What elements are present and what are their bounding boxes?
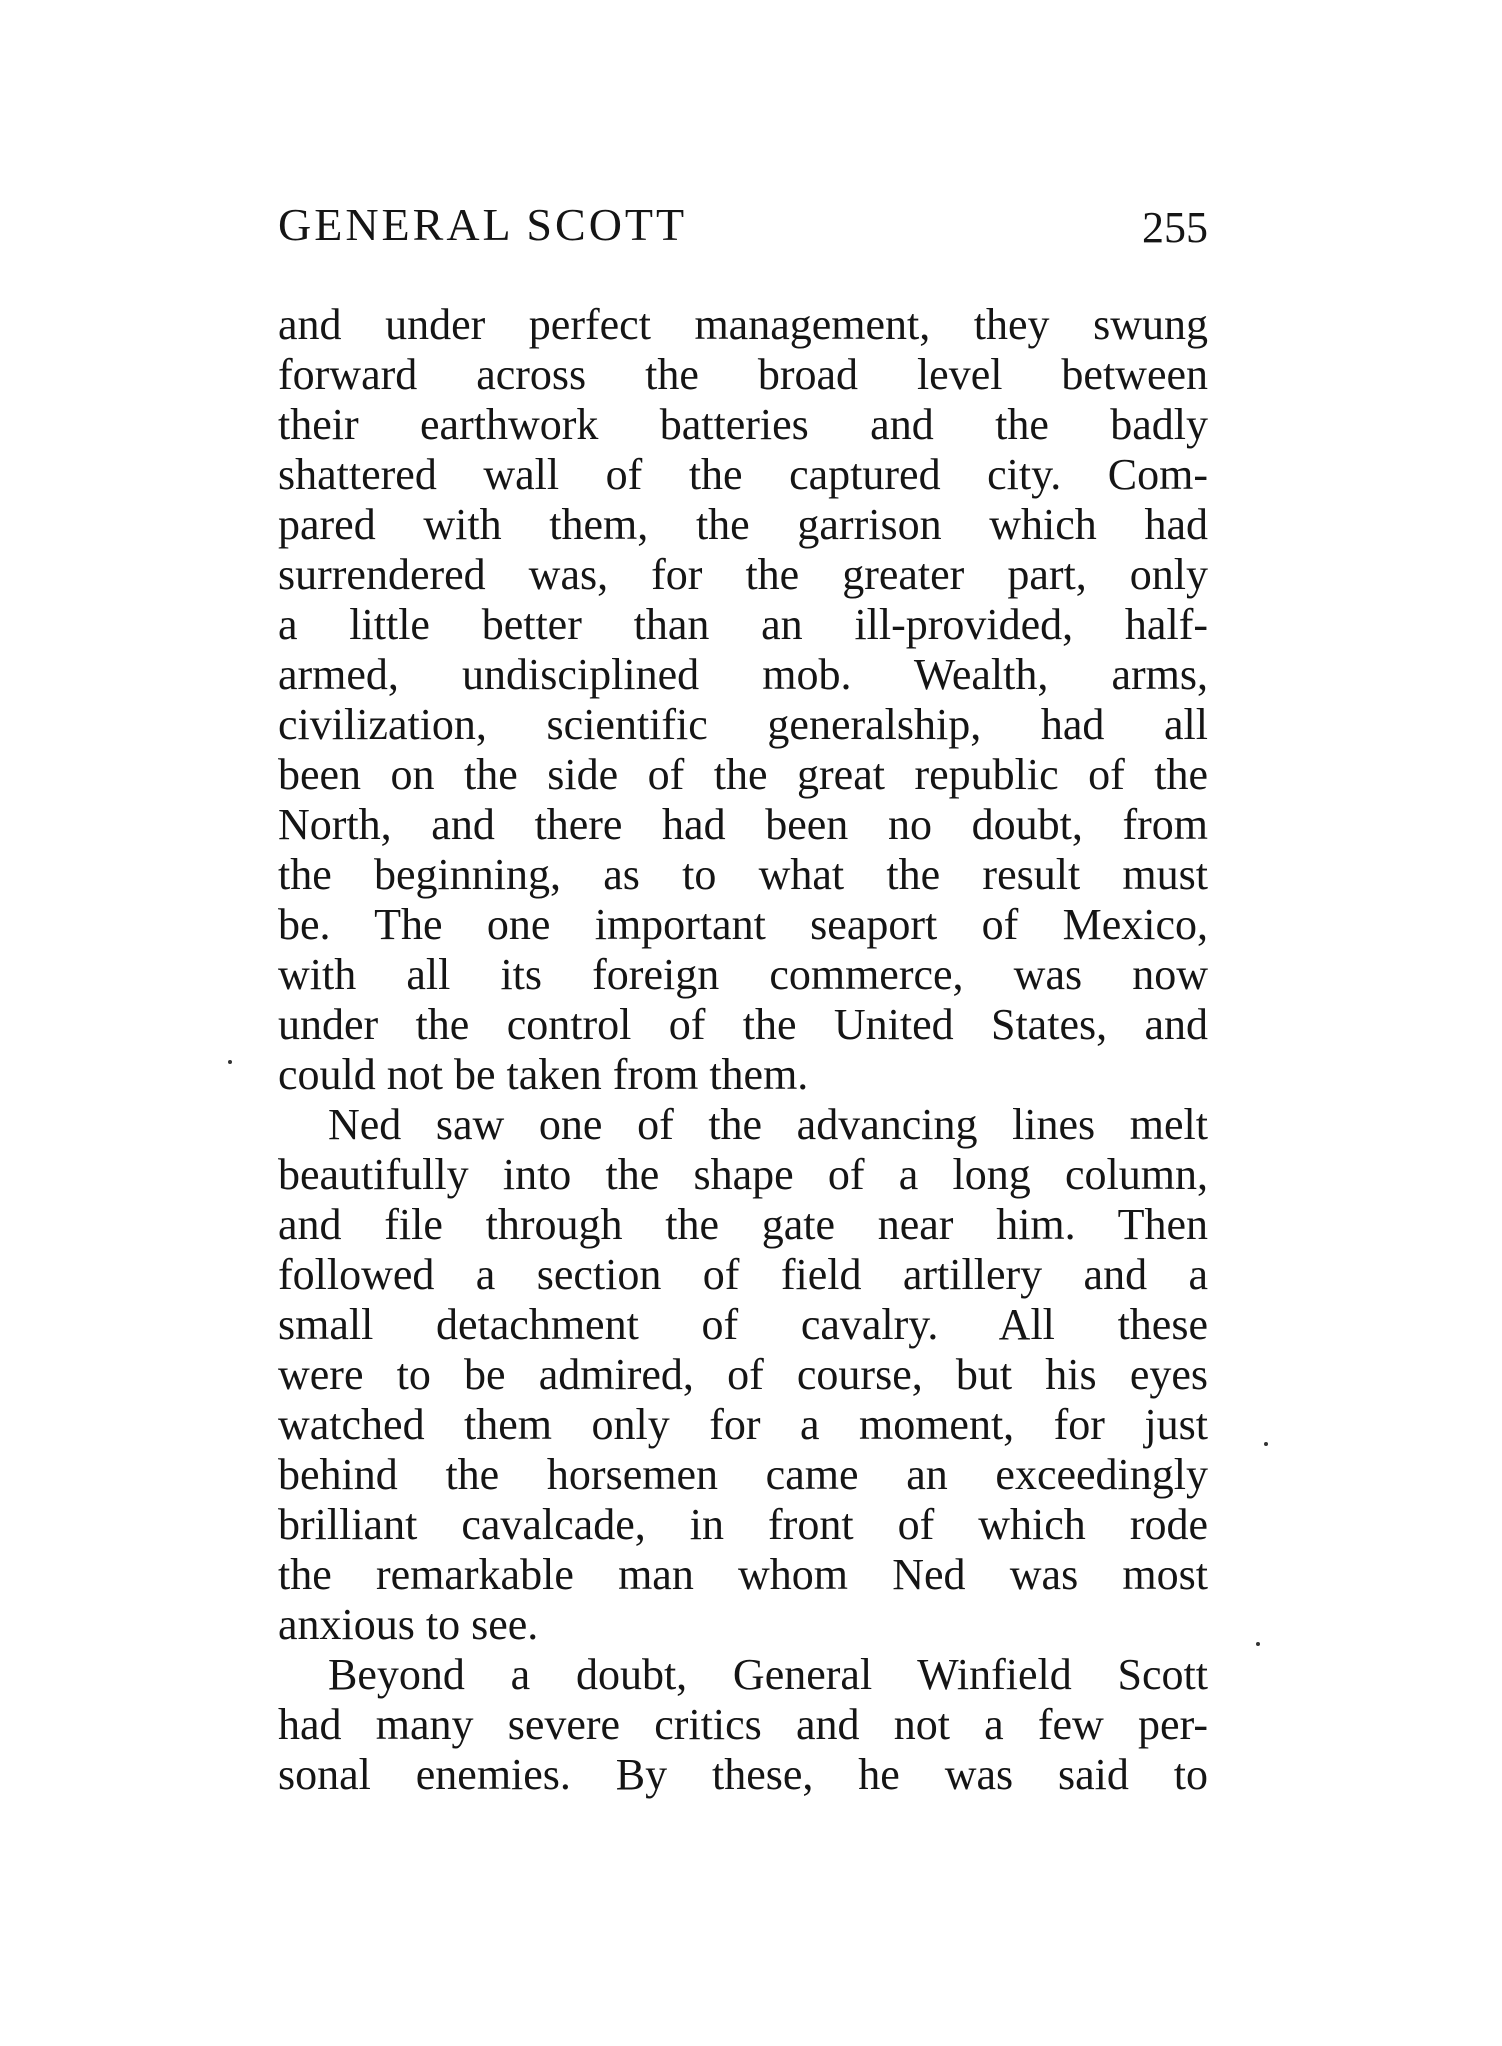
text-line: anxious to see. — [278, 1600, 539, 1649]
text-line: had many severe critics and not a few per- — [278, 1700, 1208, 1749]
text-line: a little better than an ill-provided, half- — [278, 600, 1208, 649]
running-title: GENERAL SCOTT — [278, 199, 688, 250]
text-line: North, and there had been no doubt, from — [278, 800, 1208, 849]
text-line: forward across the broad level between — [278, 350, 1208, 399]
running-head — [278, 198, 1208, 258]
text-line: be. The one important seaport of Mexico, — [278, 900, 1208, 949]
paragraph-first-line: Beyond a doubt, General Winfield Scott — [328, 1650, 1208, 1699]
text-line: behind the horsemen came an exceedingly — [278, 1450, 1208, 1499]
text-line: the remarkable man whom Ned was most — [278, 1550, 1208, 1599]
text-line: pared with them, the garrison which had — [278, 500, 1208, 549]
text-line: civilization, scientific generalship, had all — [278, 700, 1208, 749]
text-line: beautifully into the shape of a long column, — [278, 1150, 1208, 1199]
text-line: shattered wall of the captured city. Com- — [278, 450, 1208, 499]
text-line: watched them only for a moment, for just — [278, 1400, 1208, 1449]
print-speck — [1264, 1442, 1268, 1446]
text-line: brilliant cavalcade, in front of which rode — [278, 1500, 1208, 1549]
text-line: with all its foreign commerce, was now — [278, 950, 1208, 999]
text-line: sonal enemies. By these, he was said to — [278, 1750, 1208, 1799]
text-line: were to be admired, of course, but his eyes — [278, 1350, 1208, 1399]
text-line: and file through the gate near him. Then — [278, 1200, 1208, 1249]
print-speck — [1256, 1642, 1260, 1646]
paragraph-first-line: Ned saw one of the advancing lines melt — [328, 1100, 1208, 1149]
body-text — [278, 300, 1208, 1799]
page-number: 255 — [1142, 203, 1208, 252]
text-line: their earthwork batteries and the badly — [278, 400, 1208, 449]
text-line: the beginning, as to what the result must — [278, 850, 1208, 899]
text-line: small detachment of cavalry. All these — [278, 1300, 1208, 1349]
text-line: armed, undisciplined mob. Wealth, arms, — [278, 650, 1208, 699]
text-line: surrendered was, for the greater part, only — [278, 550, 1208, 599]
text-line: under the control of the United States, and — [278, 1000, 1208, 1049]
text-line: and under perfect management, they swung — [278, 300, 1208, 349]
text-line: followed a section of field artillery and a — [278, 1250, 1208, 1299]
text-line: been on the side of the great republic of the — [278, 750, 1208, 799]
text-line: could not be taken from them. — [278, 1050, 809, 1099]
print-speck — [228, 1060, 232, 1064]
